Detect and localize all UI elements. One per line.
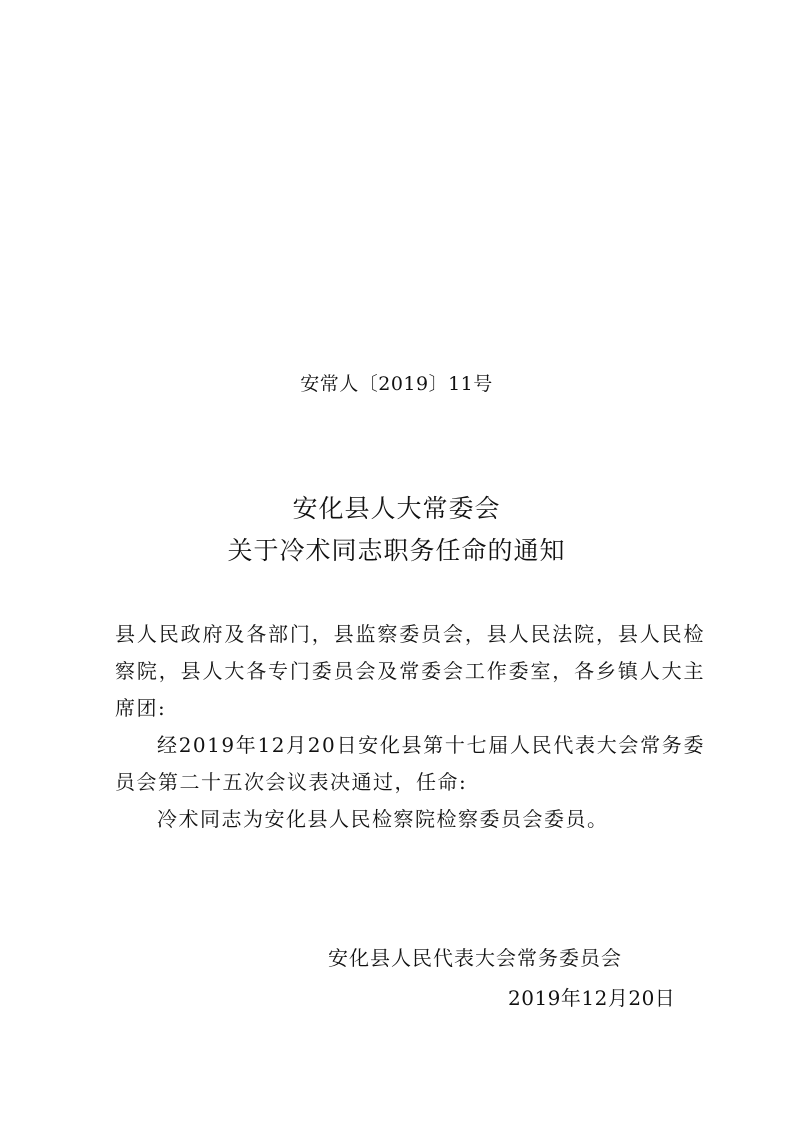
issue-date: 2019年12月20日 xyxy=(508,986,676,1010)
document-number: 安常人〔2019〕11号 xyxy=(300,373,493,395)
decision-paragraph: 经2019年12月20日安化县第十七届人民代表大会常务委员会第二十五次会议表决通过，任命: xyxy=(115,733,705,794)
document-title xyxy=(0,488,793,572)
recipients-text: 县人民政府及各部门，县监察委员会，县人民法院，县人民检察院，县人大各专门委员会及常委会工作委室，各乡镇人大主席团: xyxy=(115,622,705,720)
title-line-1: 安化县人大常委会 xyxy=(292,494,501,523)
title-line-2: 关于冷术同志职务任命的通知 xyxy=(227,536,566,565)
appointment-paragraph: 冷术同志为安化县人民检察院检察委员会委员。 xyxy=(157,807,609,831)
document-body xyxy=(115,616,705,838)
issuer-signature: 安化县人民代表大会常务委员会 xyxy=(328,946,622,970)
